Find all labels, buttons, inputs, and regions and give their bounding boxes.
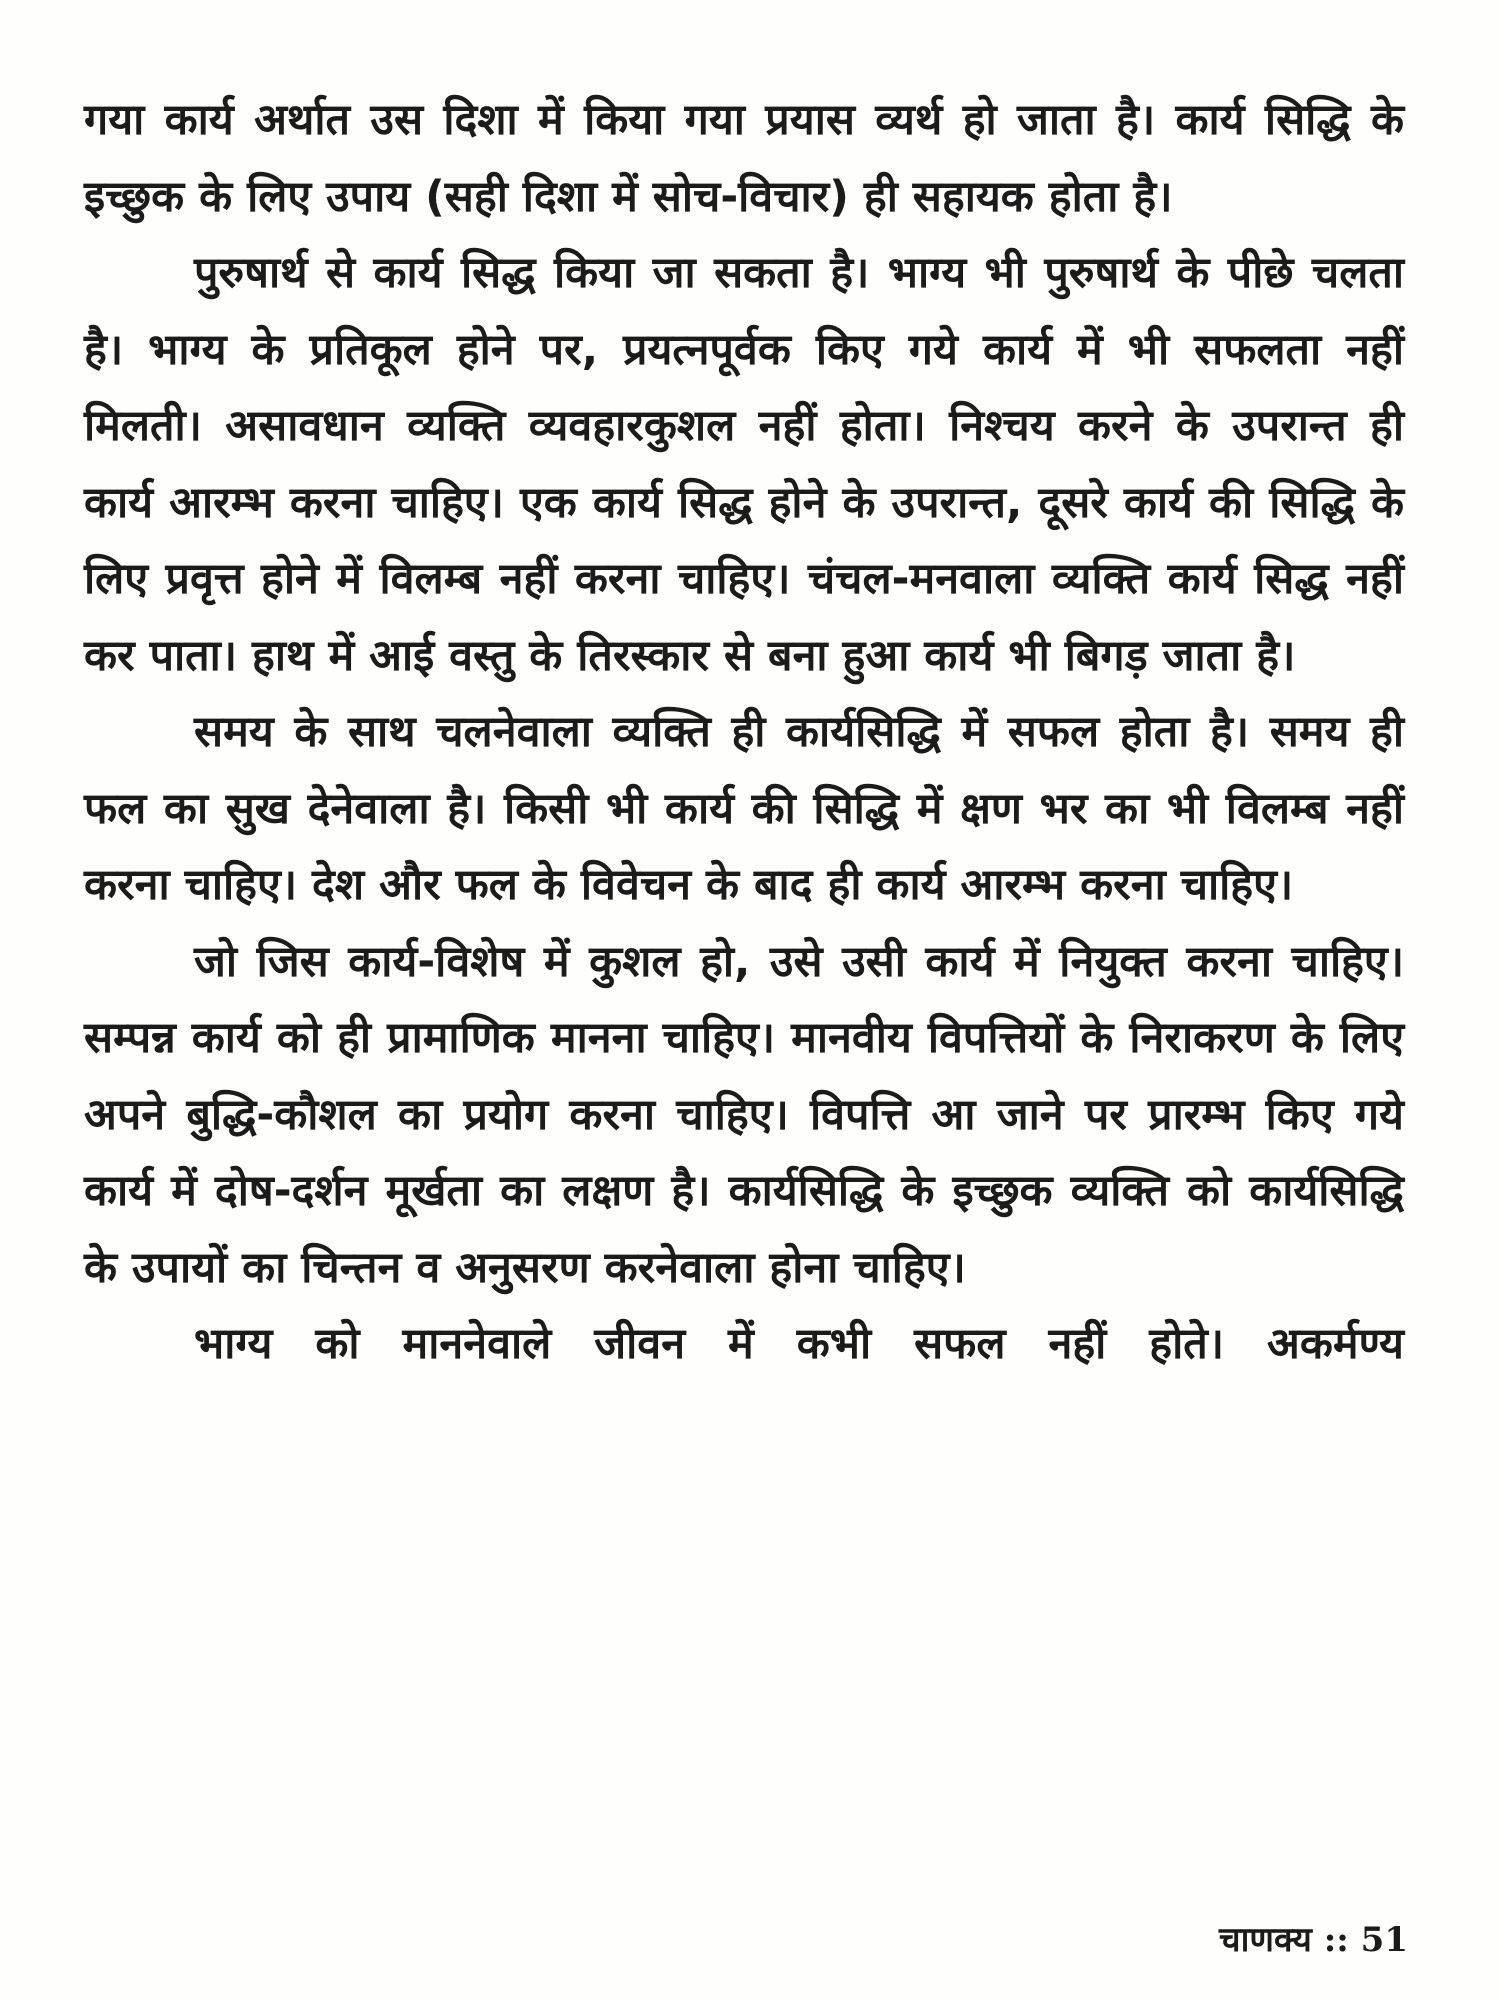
paragraph-5: भाग्य को माननेवाले जीवन में कभी सफल नहीं होते। अकर्मण्य: [194, 1319, 1404, 1369]
paragraph-1: गया कार्य अर्थात उस दिशा में किया गया प्रयास व्यर्थ हो जाता है। कार्य सिद्धि के इच्छुक के लिए उपाय (सही दिशा में सोच-विचार) ही सहायक होता है।: [84, 95, 1404, 222]
body-text: [84, 82, 1404, 1383]
page-footer: चाणक्य :: 51: [1219, 1920, 1408, 1960]
paragraph-4: जो जिस कार्य-विशेष में कुशल हो, उसे उसी कार्य में नियुक्त करना चाहिए। सम्पन्न कार्य को ही प्रामाणिक मानना चाहिए। मानवीय विपत्तियों के निराकरण के लिए अपने बुद्धि-कौशल का प्रयोग करना चाहिए। विपत्ति आ जाने पर प्रारम्भ किए गये कार्य में दोष-दर्शन मूर्खता का लक्षण है। कार्यसिद्धि के इच्छुक व्यक्ति को कार्यसिद्धि के उपायों का चिन्तन व अनुसरण करनेवाला होना चाहिए।: [84, 936, 1404, 1293]
paragraph-3: समय के साथ चलनेवाला व्यक्ति ही कार्यसिद्धि में सफल होता है। समय ही फल का सुख देनेवाला है। किसी भी कार्य की सिद्धि में क्षण भर का भी विलम्ब नहीं करना चाहिए। देश और फल के विवेचन के बाद ही कार्य आरम्भ करना चाहिए।: [84, 707, 1404, 910]
paragraph-2: पुरुषार्थ से कार्य सिद्ध किया जा सकता है। भाग्य भी पुरुषार्थ के पीछे चलता है। भाग्य के प्रतिकूल होने पर, प्रयत्नपूर्वक किए गये कार्य में भी सफलता नहीं मिलती। असावधान व्यक्ति व्यवहारकुशल नहीं होता। निश्चय करने के उपरान्त ही कार्य आरम्भ करना चाहिए। एक कार्य सिद्ध होने के उपरान्त, दूसरे कार्य की सिद्धि के लिए प्रवृत्त होने में विलम्ब नहीं करना चाहिए। चंचल-मनवाला व्यक्ति कार्य सिद्ध नहीं कर पाता। हाथ में आई वस्तु के तिरस्कार से बना हुआ कार्य भी बिगड़ जाता है।: [84, 248, 1404, 681]
